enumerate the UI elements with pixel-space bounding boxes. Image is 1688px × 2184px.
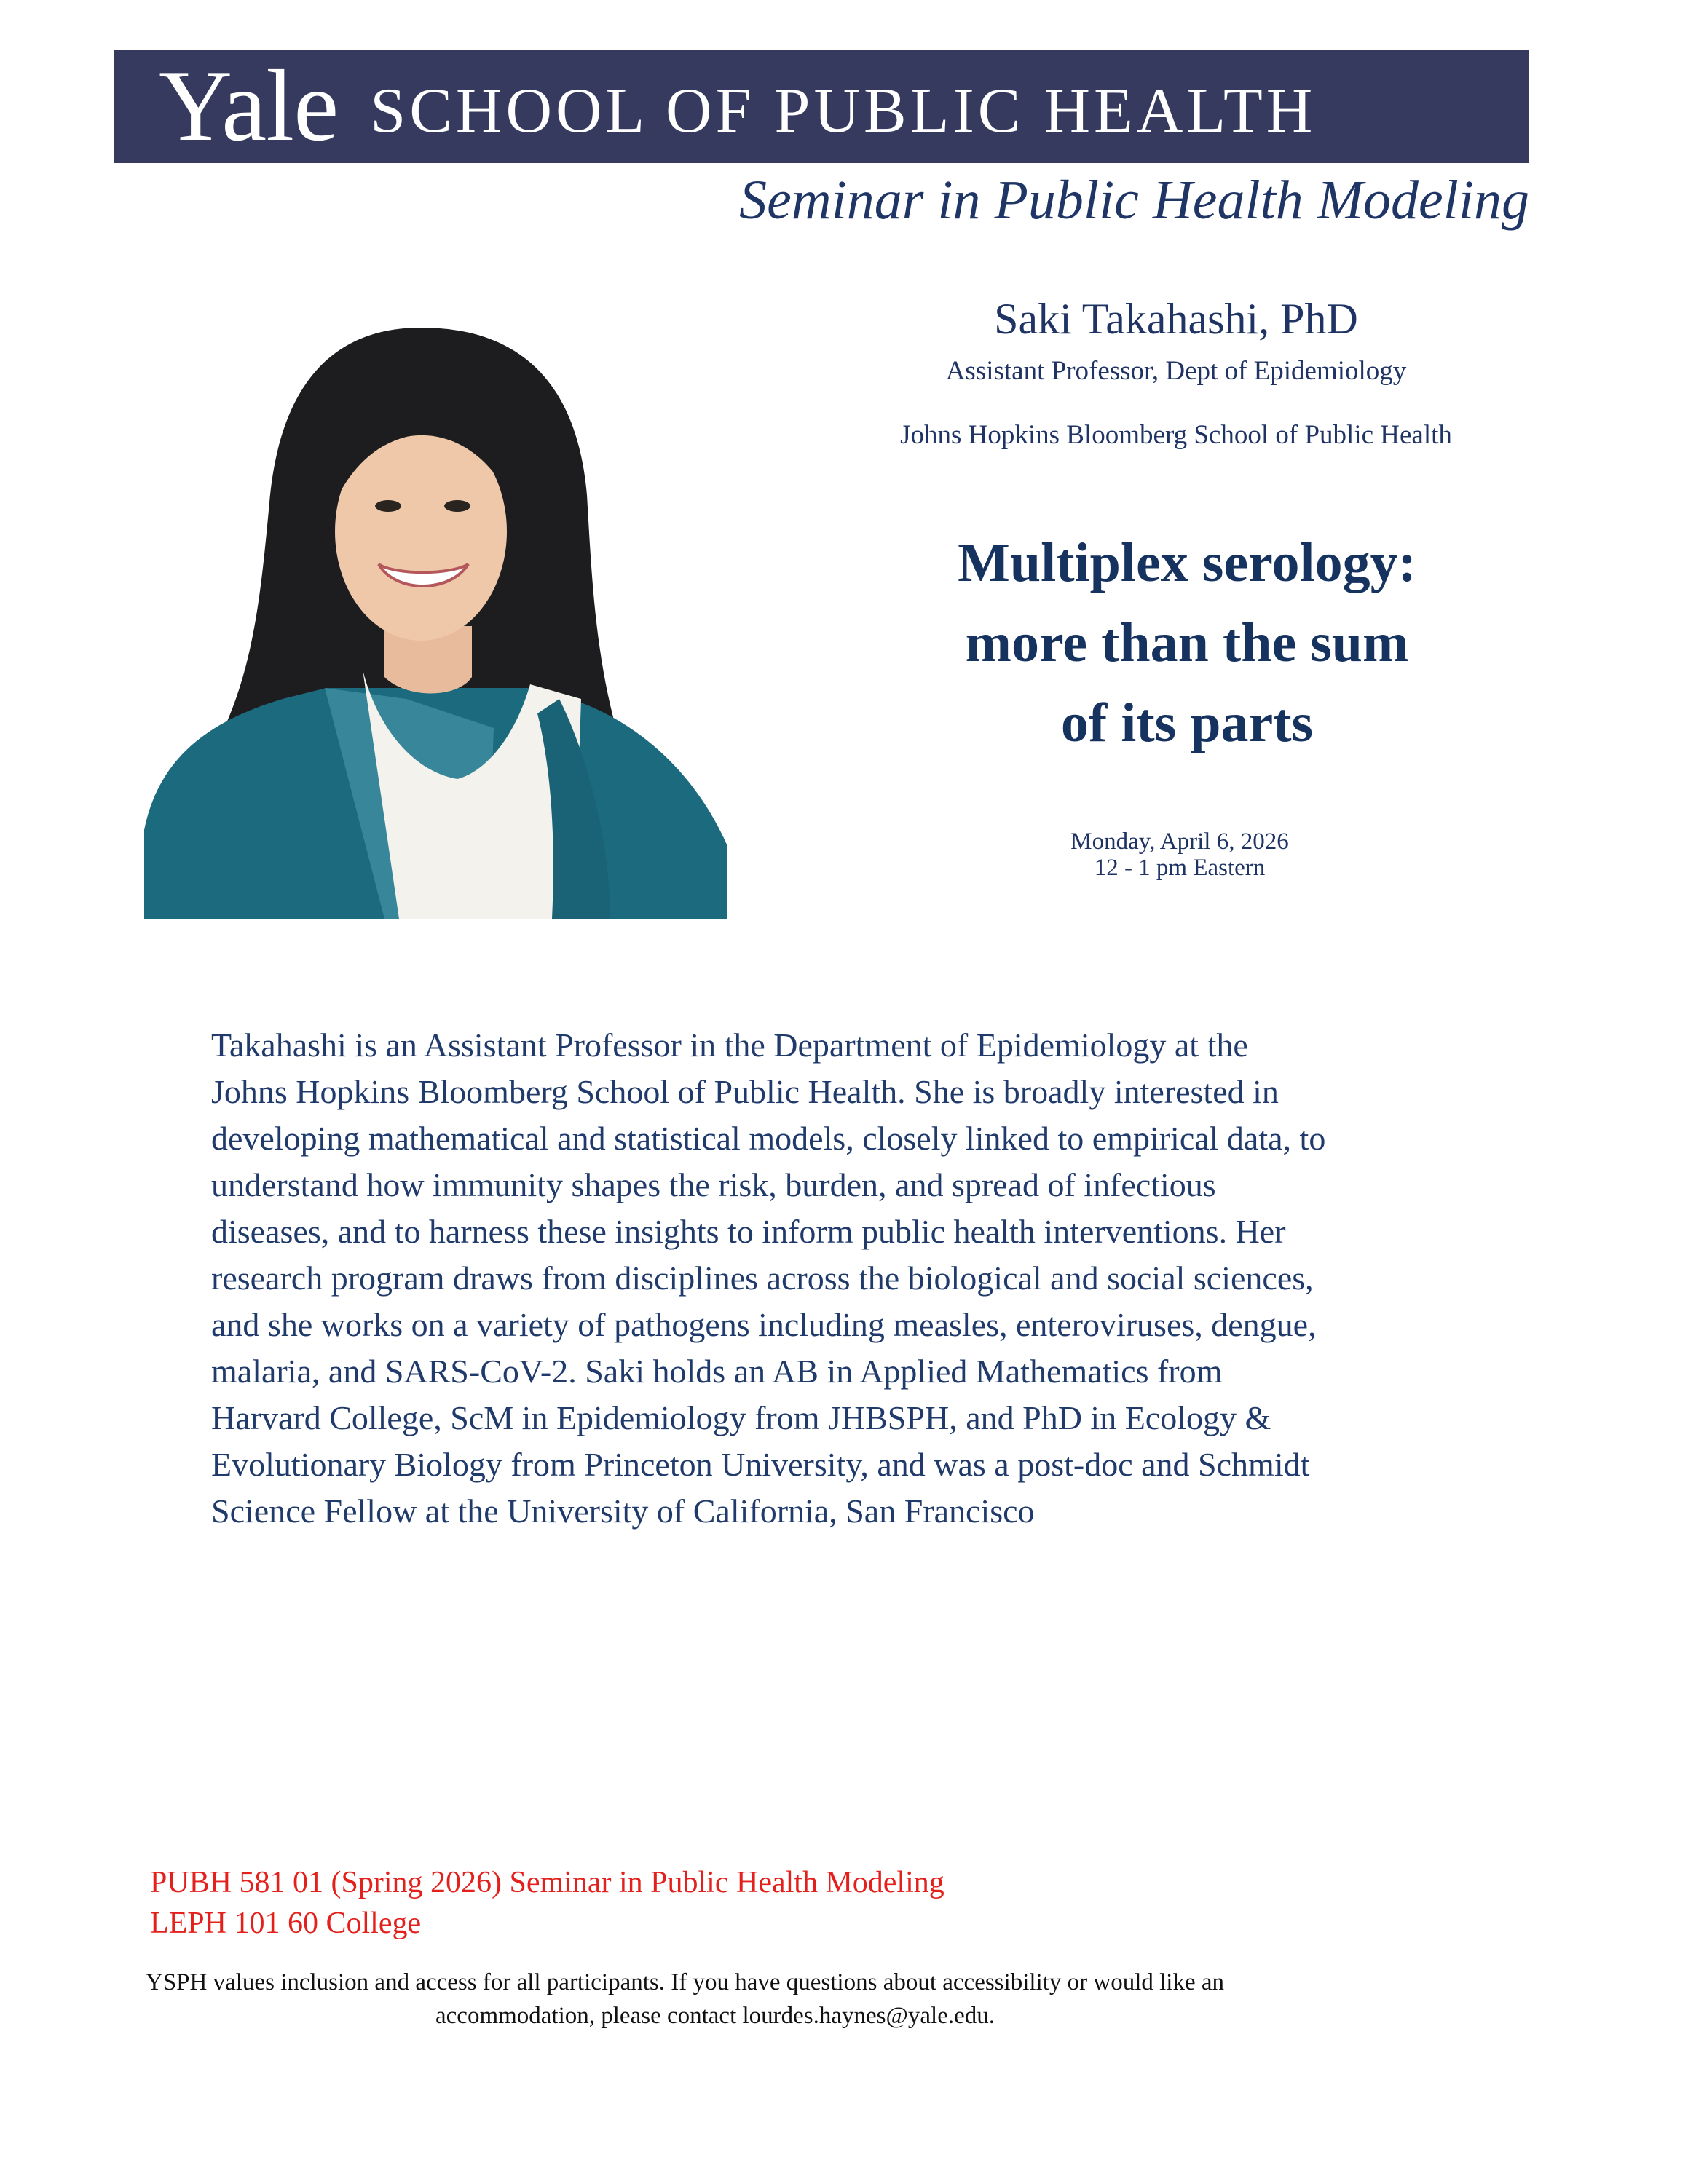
yale-wordmark: Yale	[159, 50, 339, 162]
course-info: PUBH 581 01 (Spring 2026) Seminar in Public Health Modeling	[150, 1866, 944, 1899]
speaker-portrait-illustration	[144, 320, 727, 919]
speaker-title: Assistant Professor, Dept of Epidemiology	[945, 356, 1407, 386]
speaker-photo	[144, 320, 727, 919]
talk-time: 12 - 1 pm Eastern	[1094, 855, 1266, 881]
bio-line: Science Fellow at the University of California, San Francisco	[211, 1492, 1035, 1530]
bio-line: diseases, and to harness these insights to inform public health interventions. Her	[211, 1213, 1286, 1250]
bio-line: research program draws from disciplines across the biological and social sciences,	[211, 1259, 1314, 1297]
room-location: LEPH 101 60 College	[150, 1907, 422, 1940]
bio-line: Harvard College, ScM in Epidemiology from JHBSPH, and PhD in Ecology &	[211, 1399, 1271, 1436]
access-line: YSPH values inclusion and access for all participants. If you have questions about accessibility or would like an	[146, 1969, 1224, 1995]
bio-line: developing mathematical and statistical models, closely linked to empirical data, to	[211, 1120, 1326, 1157]
bio-line: malaria, and SARS-CoV-2. Saki holds an AB in Applied Mathematics from	[211, 1353, 1223, 1390]
talk-title-line: of its parts	[1060, 692, 1314, 753]
talk-title	[823, 523, 1551, 763]
bio-line: and she works on a variety of pathogens including measles, enteroviruses, dengue,	[211, 1306, 1317, 1343]
accessibility-statement	[146, 1966, 1224, 2033]
yale-ysph-banner	[114, 50, 1529, 163]
school-name: SCHOOL OF PUBLIC HEALTH	[370, 76, 1317, 146]
speaker-name: Saki Takahashi, PhD	[994, 295, 1358, 343]
talk-title-line: Multiplex serology:	[958, 532, 1416, 593]
speaker-bio	[211, 1022, 1515, 1535]
speaker-institution: Johns Hopkins Bloomberg School of Public Health	[900, 420, 1452, 450]
access-line-contact: accommodation, please contact lourdes.haynes@yale.edu.	[435, 2003, 995, 2029]
talk-title-line: more than the sum	[965, 612, 1409, 673]
bio-line: Evolutionary Biology from Princeton University, and was a post-doc and Schmidt	[211, 1446, 1310, 1483]
bio-line: Takahashi is an Assistant Professor in the Department of Epidemiology at the	[211, 1026, 1248, 1064]
talk-date: Monday, April 6, 2026	[1070, 828, 1289, 855]
seminar-series-title: Seminar in Public Health Modeling	[739, 170, 1529, 231]
bio-line: Johns Hopkins Bloomberg School of Public Health. She is broadly interested in	[211, 1073, 1279, 1110]
bio-line: understand how immunity shapes the risk, burden, and spread of infectious	[211, 1166, 1216, 1203]
